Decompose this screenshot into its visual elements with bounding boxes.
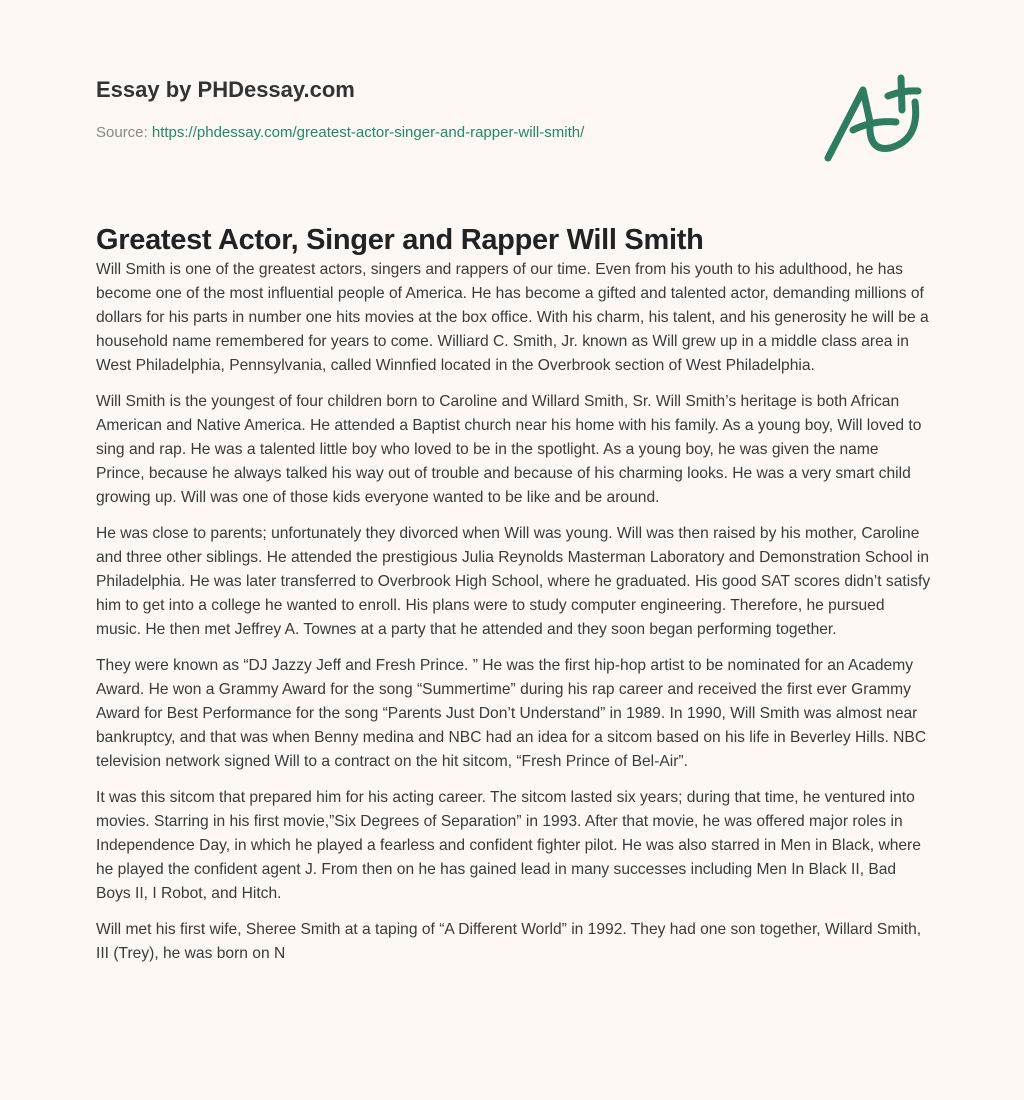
source-label: Source: (96, 124, 148, 141)
essay-body (96, 258, 931, 978)
site-title: Essay by PHDessay.com (96, 77, 355, 102)
source-line (96, 124, 584, 141)
source-link[interactable]: https://phdessay.com/greatest-actor-singer-and-rapper-will-smith/ (151, 124, 585, 141)
essay-paragraph: Will Smith is one of the greatest actors, singers and rappers of our time. Even from his youth to his adulthood, he has become one of the most influential people of America. He has become a gifted and talented actor, demanding millions of dollars for his parts in number one hits movies at the box office. With his charm, his talent, and his generosity he will be a household name remembered for years to come. Williard C. Smith, Jr. known as Will grew up in a middle class area in West Philadelphia, Pennsylvania, called Winnfied located in the Overbrook section of West Philadelphia. (96, 261, 929, 374)
essay-paragraph: He was close to parents; unfortunately they divorced when Will was young. Will was then raised by his mother, Caroline and three other siblings. He attended the prestigious Julia Reynolds Masterman Laboratory and Demonstration School in Philadelphia. He was later transferred to Overbrook High School, where he graduated. His good SAT scores didn’t satisfy him to get into a college he wanted to enroll. His plans were to study computer engineering. Therefore, he pursued music. He then met Jeffrey A. Townes at a party that he attended and they soon began performing together. (96, 525, 931, 638)
essay-paragraph: It was this sitcom that prepared him for his acting career. The sitcom lasted six years; during that time, he ventured into movies. Starring in his first movie,”Six Degrees of Separation” in 1993. After that movie, he was offered major roles in Independence Day, in which he played a fearless and confident fighter pilot. He was also starred in Men in Black, where he played the confident agent J. From then on he has gained lead in many successes including Men In Black II, Bad Boys II, I Robot, and Hitch. (96, 789, 921, 902)
essay-paragraph: Will met his first wife, Sheree Smith at a taping of “A Different World” in 1992. They had one son together, Willard Smith, III (Trey), he was born on N (96, 921, 922, 962)
a-plus-logo-icon (818, 60, 938, 170)
essay-paragraph: Will Smith is the youngest of four children born to Caroline and Willard Smith, Sr. Will Smith’s heritage is both African American and Native America. He attended a Baptist church near his home with his family. As a young boy, Will loved to sing and rap. He was a talented little boy who loved to be in the spotlight. As a young boy, he was given the name Prince, because he always talked his way out of trouble and because of his charming looks. He was a very smart child growing up. Will was one of those kids everyone wanted to be like and be around. (96, 393, 922, 506)
essay-paragraph: They were known as “DJ Jazzy Jeff and Fresh Prince. ” He was the first hip-hop artist to be nominated for an Academy Award. He won a Grammy Award for the song “Summertime” during his rap career and received the first ever Grammy Award for Best Performance for the song “Parents Just Don’t Understand” in 1989. In 1990, Will Smith was almost near bankruptcy, and that was when Benny medina and NBC had an idea for a sitcom based on his life in Beverley Hills. NBC television network signed Will to a contract on the hit sitcom, “Fresh Prince of Bel-Air”. (96, 657, 927, 770)
essay-title: Greatest Actor, Singer and Rapper Will Smith (96, 224, 704, 256)
